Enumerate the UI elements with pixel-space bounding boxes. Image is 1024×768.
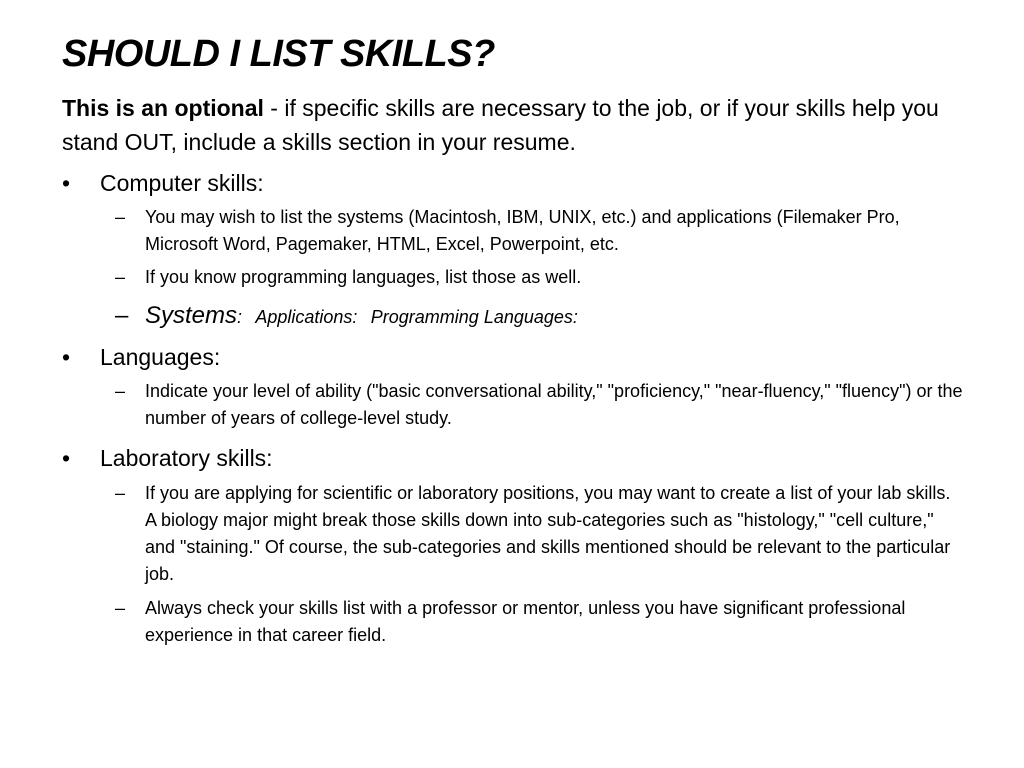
- intro-bold: This is an optional: [62, 95, 264, 121]
- bullet-marker: •: [62, 344, 71, 370]
- dash-marker: –: [115, 598, 126, 618]
- category-applications: Applications:: [255, 307, 358, 327]
- category-programming-languages: Programming Languages:: [370, 307, 578, 327]
- bullet-marker: •: [62, 445, 71, 471]
- bullet-heading: Computer skills:: [100, 170, 264, 196]
- bullet-heading: Languages:: [100, 344, 221, 370]
- sub-item-text: Indicate your level of ability ("basic conversational ability," "proficiency," "near-fluency," "fluency") or the number of years of college-level study.: [145, 381, 963, 428]
- intro-text: - if specific skills are necessary to the job, or if your skills help you stand OUT, include a skills section in your resume.: [62, 95, 939, 155]
- sub-item-text: If you know programming languages, list those as well.: [145, 267, 582, 287]
- sub-item-systems-applications: [115, 204, 965, 258]
- sub-item-check-with-mentor: [115, 595, 965, 649]
- sub-item-text: If you are applying for scientific or laboratory positions, you may want to create a list of your lab skills. A biology major might break those skills down into sub-categories such as "histology," "cell culture," and "staining." Of course, the sub-categories and skills mentioned should be relevant to the particular job.: [145, 483, 951, 584]
- dash-marker: –: [115, 207, 126, 227]
- sub-item-programming: [115, 264, 965, 291]
- dash-marker: –: [115, 483, 126, 503]
- sub-item-lab-skills-list: [115, 480, 965, 588]
- slide-title: SHOULD I LIST SKILLS?: [62, 33, 495, 75]
- bullet-heading: Laboratory skills:: [100, 445, 273, 471]
- category-colon: :: [237, 307, 243, 327]
- sub-item-text: You may wish to list the systems (Macintosh, IBM, UNIX, etc.) and applications (Filemaker Pro, Microsoft Word, Pagemaker, HTML, Excel, Powerpoint, etc.: [145, 207, 900, 254]
- sub-item-text: Always check your skills list with a professor or mentor, unless you have significant professional experience in that career field.: [145, 598, 906, 645]
- category-labels: [145, 301, 578, 334]
- dash-marker: –: [115, 381, 126, 401]
- sub-item-language-level: [115, 378, 965, 432]
- category-systems: Systems: [145, 302, 238, 329]
- intro-paragraph: [62, 91, 962, 159]
- dash-marker: –: [115, 302, 129, 329]
- dash-marker: –: [115, 267, 126, 287]
- bullet-marker: •: [62, 170, 71, 196]
